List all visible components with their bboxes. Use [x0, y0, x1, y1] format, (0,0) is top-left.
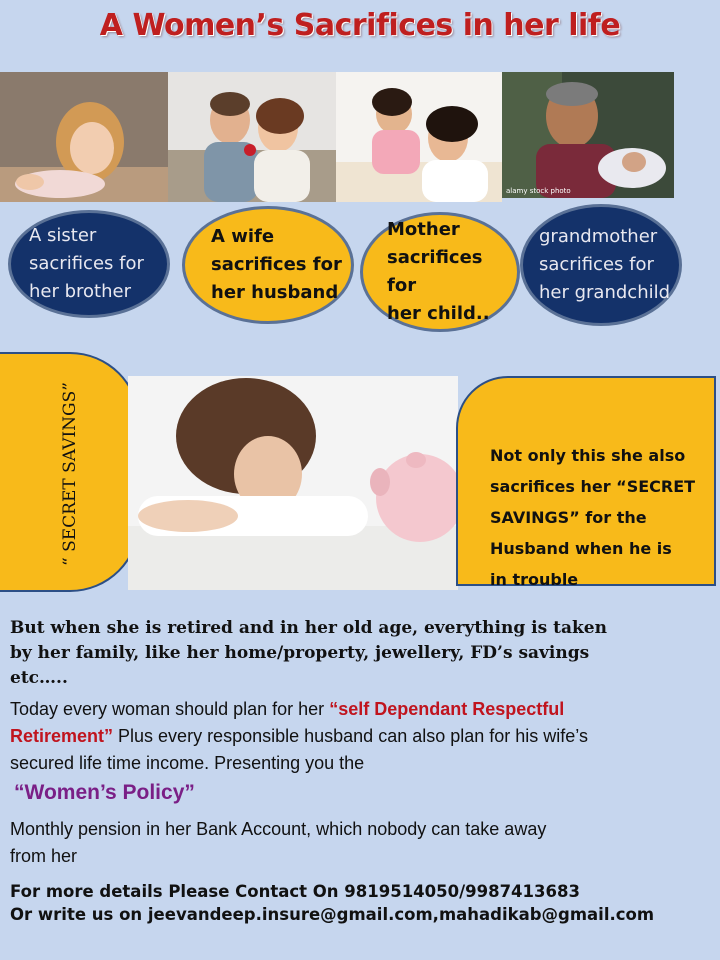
oval-mother: [360, 212, 520, 332]
secret-savings-tab: [0, 352, 140, 592]
para2-pre: Today every woman should plan for her: [10, 699, 330, 719]
para3-line2: from her: [10, 846, 78, 866]
para2-post1: Plus every responsible husband can also plan for his wife’s: [113, 726, 588, 746]
oval-sister-line3: her brother: [29, 281, 131, 302]
piggy-bank-photo: [128, 376, 458, 590]
para2-red1: “self Dependant Respectful: [329, 699, 565, 719]
card-line3: SAVINGS” for the: [490, 508, 647, 527]
secret-savings-vertical-label: “ SECRET SAVINGS”: [60, 382, 80, 566]
para2-red2: Retirement”: [10, 726, 114, 746]
card-line1: Not only this she also: [490, 446, 686, 465]
girl-photo: [0, 72, 168, 202]
contact-block: [10, 880, 716, 926]
old-age-paragraph: [10, 616, 710, 691]
contact-phone-line: For more details Please Contact On 9819514050/9987413683: [10, 882, 580, 901]
secret-savings-card: [456, 376, 716, 589]
para3-line1: Monthly pension in her Bank Account, which nobody can take away: [10, 819, 547, 839]
oval-grandmother-line3: her grandchild: [539, 282, 671, 303]
contact-email-line: Or write us on jeevandeep.insure@gmail.com,mahadikab@gmail.com: [10, 905, 655, 924]
oval-sister-line1: A sister: [29, 225, 97, 246]
oval-grandmother-line2: sacrifices for: [539, 254, 654, 275]
para1-line1: But when she is retired and in her old age, everything is taken: [10, 618, 607, 638]
oval-wife-line1: A wife: [211, 226, 275, 247]
womens-policy-heading: “Women’s Policy”: [14, 781, 195, 804]
oval-grandmother: [520, 204, 682, 326]
oval-mother-line3: her child..: [387, 303, 490, 324]
oval-mother-line2: sacrifices for: [387, 247, 483, 296]
oval-sister-line2: sacrifices for: [29, 253, 144, 274]
oval-wife: [182, 206, 354, 324]
alamy-watermark: alamy stock photo: [506, 187, 571, 195]
mother-child-photo: [336, 72, 502, 202]
grandmother-photo: [502, 72, 674, 198]
page-title: A Women’s Sacrifices in her life: [99, 8, 621, 43]
para2-post2: secured life time income. Presenting you the: [10, 753, 365, 773]
card-line5: in trouble: [490, 570, 579, 589]
pension-paragraph: [10, 816, 710, 870]
oval-wife-line2: sacrifices for: [211, 254, 342, 275]
oval-wife-line3: her husband: [211, 282, 339, 303]
card-line2: sacrifices her “SECRET: [490, 477, 696, 496]
oval-mother-line1: Mother: [387, 219, 460, 240]
oval-grandmother-line1: grandmother: [539, 226, 658, 247]
plan-paragraph: [10, 696, 710, 777]
oval-sister: [8, 210, 170, 318]
para1-line2: by her family, like her home/property, jewellery, FD’s savings: [10, 643, 590, 663]
card-line4: Husband when he is: [490, 539, 672, 558]
para1-line3: etc…..: [10, 668, 68, 688]
couple-photo: [168, 72, 336, 202]
